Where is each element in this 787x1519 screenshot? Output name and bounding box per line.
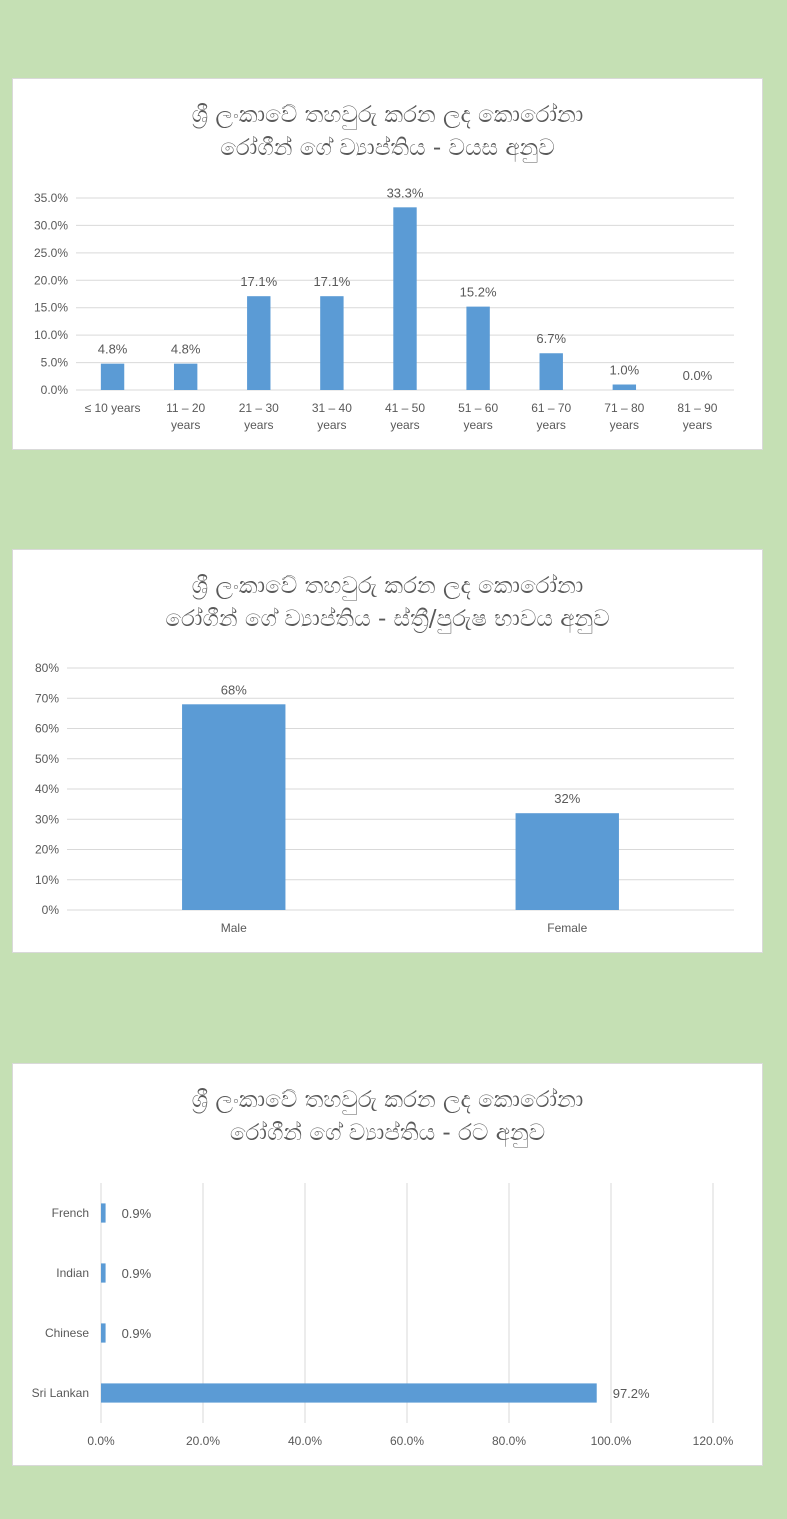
- y-tick-label: 30%: [34, 812, 59, 827]
- bar: [101, 1263, 106, 1282]
- data-label: 15.2%: [459, 284, 497, 300]
- chart-title-line-1: ශ්‍රී ලංකාවේ තහවුරු කරන ලද කොරෝනා: [191, 1087, 584, 1113]
- x-tick-label: 81 – 90: [677, 401, 718, 415]
- x-tick-label: 41 – 50: [384, 401, 426, 415]
- country-chart-plot: [13, 1064, 762, 1465]
- data-label: 17.1%: [240, 274, 278, 290]
- bar: [101, 1203, 106, 1222]
- y-tick-label: Indian: [56, 1266, 89, 1280]
- x-tick-label: 60.0%: [389, 1434, 425, 1448]
- x-tick-label: Female: [547, 921, 588, 935]
- y-tick-label: 30.0%: [33, 218, 68, 233]
- bar: [174, 364, 197, 390]
- data-label: 68%: [220, 682, 247, 698]
- gender-chart-plot: [13, 550, 762, 952]
- x-tick-label: years: [317, 418, 347, 432]
- gender-distribution-chart: [12, 549, 763, 953]
- x-tick-label: years: [536, 418, 566, 432]
- y-tick-label: 70%: [34, 691, 59, 706]
- data-label: 17.1%: [313, 274, 351, 290]
- bar: [516, 813, 619, 910]
- x-tick-label: 40.0%: [287, 1434, 323, 1448]
- x-tick-label: 11 – 20: [166, 401, 206, 415]
- y-tick-label: 40%: [34, 782, 59, 796]
- data-label: 97.2%: [612, 1386, 650, 1401]
- y-tick-label: French: [51, 1206, 89, 1220]
- x-tick-label: 20.0%: [185, 1434, 221, 1448]
- bar: [466, 307, 489, 390]
- y-tick-label: 60%: [34, 721, 59, 736]
- x-tick-label: Male: [220, 921, 247, 935]
- y-tick-label: 15.0%: [33, 300, 68, 315]
- data-label: 0.9%: [121, 1326, 152, 1341]
- age-chart-plot: [13, 79, 762, 449]
- data-label: 33.3%: [386, 185, 424, 201]
- x-tick-label: years: [682, 418, 713, 432]
- x-tick-label: ≤ 10 years: [84, 401, 141, 415]
- data-label: 4.8%: [170, 341, 201, 357]
- data-label: 6.7%: [536, 331, 567, 347]
- x-tick-label: 71 – 80: [604, 401, 645, 415]
- chart-title-line-1: ශ්‍රී ලංකාවේ තහවුරු කරන ලද කොරෝනා: [191, 102, 584, 128]
- y-tick-label: 0%: [41, 903, 59, 917]
- bar: [320, 296, 343, 390]
- y-tick-label: 0.0%: [40, 383, 68, 397]
- bar: [101, 1383, 597, 1402]
- x-tick-label: years: [170, 418, 201, 432]
- y-tick-label: 80%: [34, 661, 59, 675]
- bar: [540, 353, 563, 390]
- x-tick-label: 21 – 30: [238, 401, 279, 415]
- x-tick-label: years: [244, 418, 274, 432]
- x-tick-label: 80.0%: [491, 1434, 527, 1448]
- chart-title-line-1: ශ්‍රී ලංකාවේ තහවුරු කරන ලද කොරෝනා: [191, 573, 584, 599]
- country-distribution-chart: [12, 1063, 763, 1466]
- x-tick-label: years: [390, 418, 420, 432]
- bar: [613, 385, 636, 390]
- data-label: 1.0%: [609, 362, 640, 378]
- y-tick-label: 25.0%: [33, 245, 68, 260]
- x-tick-label: 120.0%: [692, 1434, 734, 1448]
- x-tick-label: 0.0%: [87, 1434, 115, 1448]
- chart-title-line-2: රෝගීන් ගේ ව්‍යාප්තිය - වයස අනුව: [220, 135, 555, 161]
- age-distribution-chart: [12, 78, 763, 450]
- data-label: 32%: [554, 791, 581, 807]
- chart-title-line-2: රෝගීන් ගේ ව්‍යාප්තිය - ස්ත්‍රී/පුරුෂ භාවය අනුව: [165, 606, 610, 632]
- y-tick-label: 50%: [34, 751, 59, 766]
- x-tick-label: 100.0%: [590, 1434, 632, 1448]
- y-tick-label: 20.0%: [33, 273, 68, 288]
- y-tick-label: 10%: [34, 872, 59, 887]
- x-tick-label: years: [463, 418, 493, 432]
- x-tick-label: 61 – 70: [531, 401, 572, 415]
- bar: [393, 207, 416, 390]
- data-label: 0.0%: [682, 368, 713, 383]
- data-label: 0.9%: [121, 1206, 152, 1221]
- chart-title-line-2: රෝගීන් ගේ ව්‍යාප්තිය - රට අනුව: [229, 1120, 546, 1146]
- y-tick-label: 35.0%: [33, 191, 68, 205]
- y-tick-label: 10.0%: [33, 328, 68, 343]
- bar: [101, 364, 124, 390]
- y-tick-label: Sri Lankan: [31, 1386, 89, 1400]
- x-tick-label: 51 – 60: [458, 401, 499, 415]
- x-tick-label: 31 – 40: [311, 401, 352, 415]
- y-tick-label: 5.0%: [40, 355, 68, 370]
- y-tick-label: 20%: [34, 842, 59, 857]
- y-tick-label: Chinese: [44, 1326, 89, 1340]
- data-label: 0.9%: [121, 1266, 152, 1281]
- bar: [182, 704, 285, 910]
- bar: [247, 296, 270, 390]
- x-tick-label: years: [609, 418, 640, 432]
- bar: [101, 1323, 106, 1342]
- data-label: 4.8%: [97, 341, 128, 357]
